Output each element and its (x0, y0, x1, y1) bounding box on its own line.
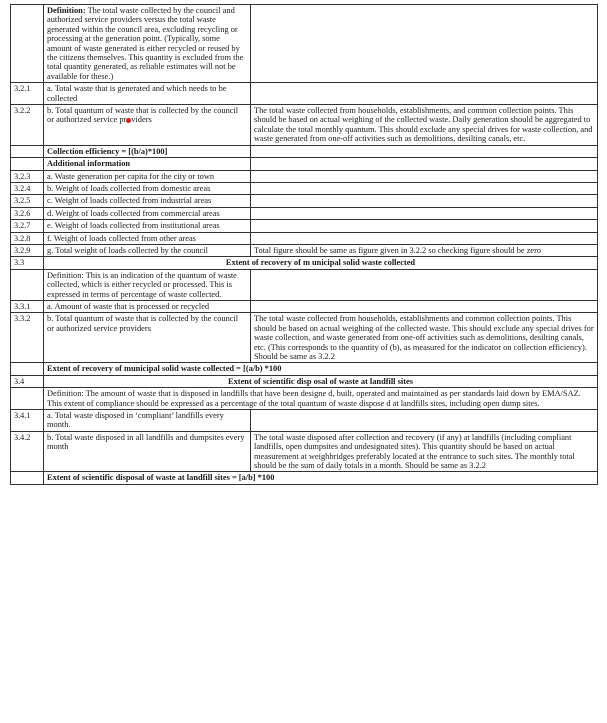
item-cell: b. Total quantum of waste that is collected by the council or authorized service pr viders (44, 105, 251, 146)
row-number: 3.2.6 (11, 207, 44, 219)
formula-row (11, 363, 598, 375)
row-number: 3.2.2 (11, 105, 44, 146)
row-number: 3.4.1 (11, 410, 44, 432)
row-number: 3.2.3 (11, 170, 44, 182)
section-title: Extent of recovery of m unicipal solid waste collected (44, 257, 598, 269)
table-row (11, 431, 598, 472)
disposal-extent-formula: Extent of scientific disposal of waste at landfill sites = [a/b] *100 (44, 472, 598, 484)
item-cell: e. Weight of loads collected from institutional areas (44, 220, 251, 232)
table-row (11, 195, 598, 207)
table-row (11, 170, 598, 182)
note-cell: Total figure should be same as figure given in 3.2.2 so checking figure should be zero (251, 244, 598, 256)
definition-row-disposal (11, 388, 598, 410)
section-heading-row (11, 257, 598, 269)
row-number: 3.2.4 (11, 182, 44, 194)
item-cell: b. Total quantum of waste that is collected by the council or authorized service providers (44, 313, 251, 363)
item-cell: c. Weight of loads collected from industrial areas (44, 195, 251, 207)
definition-cell: Definition: This is an indication of the quantum of waste collected, which is either recycled or processed. This is expressed in terms of percentage of waste collected. (44, 269, 251, 300)
item-cell: g. Total weight of loads collected by the council (44, 244, 251, 256)
item-cell: f. Weight of loads collected from other areas (44, 232, 251, 244)
definition-cell (44, 5, 251, 83)
item-cell: a. Amount of waste that is processed or recycled (44, 300, 251, 312)
table-row (11, 207, 598, 219)
table-row (11, 244, 598, 256)
note-cell: The total waste collected from households, establishments and common collection points. This should be based on actual weighing of the collected waste. This should exclude any special drives for waste collection, and waste generated from one-off activities such as demolitions, desilting canals, etc. (This corresponds to the quantity of (b), as measured for the indicator on collection efficiency). Should be same as 3.2.2 (251, 313, 598, 363)
table-row (11, 300, 598, 312)
row-number: 3.2.5 (11, 195, 44, 207)
collection-efficiency-formula: Collection efficiency = [(b/a)*100] (44, 145, 251, 157)
definition-row-recovery (11, 269, 598, 300)
item-cell: a. Total waste disposed in ‘compliant’ landfills every month. (44, 410, 251, 432)
row-number: 3.3.2 (11, 313, 44, 363)
indicator-table (10, 4, 598, 485)
row-number: 3.2.1 (11, 83, 44, 105)
item-cell: a. Waste generation per capita for the city or town (44, 170, 251, 182)
table-row (11, 83, 598, 105)
formula-row (11, 472, 598, 484)
note-cell: The total waste collected from households, establishments, and common collection points. This should be based on actual weighing of the collected waste. Daily generation should be aggregated to calculate the total monthly quantum. This should exclude any special drives for waste collection, and waste generated from one-off activities such as demolitions, desilting canals, etc. (251, 105, 598, 146)
section-title: Extent of scientific disp osal of waste at landfill sites (44, 375, 598, 387)
row-number: 3.2.9 (11, 244, 44, 256)
section-number: 3.3 (11, 257, 44, 269)
formula-row (11, 145, 598, 157)
item-cell: d. Weight of loads collected from commercial areas (44, 207, 251, 219)
item-cell: a. Total waste that is generated and which needs to be collected (44, 83, 251, 105)
row-number: 3.2.7 (11, 220, 44, 232)
recovery-extent-formula: Extent of recovery of municipal solid waste collected = [(a/b) *100 (44, 363, 598, 375)
row-number: 3.4.2 (11, 431, 44, 472)
section-heading-row (11, 375, 598, 387)
note-cell: The total waste disposed after collection and recovery (if any) at landfills (including compliant landfills, open dumpsites and undesignated sites). This quantity should be based on actual measurement at weighbridges preferably located at the entrance to such sites. The monthly total should be the sum of daily totals in a month. Should be same as 3.2.2 (251, 431, 598, 472)
definition-label: Definition: (47, 6, 86, 15)
table-row (11, 313, 598, 363)
definition-row-collection (11, 5, 598, 83)
row-number: 3.3.1 (11, 300, 44, 312)
table-row (11, 410, 598, 432)
table-row (11, 182, 598, 194)
row-number: 3.2.8 (11, 232, 44, 244)
additional-information-heading: Additional information (44, 158, 251, 170)
item-cell: b. Weight of loads collected from domestic areas (44, 182, 251, 194)
table-row (11, 105, 598, 146)
subheading-row (11, 158, 598, 170)
definition-text: The total waste collected by the council and authorized service providers versus the total waste generated within the council area, excluding recycling or processing at the generation point. (Typically, some amount of waste generated is either recycled or reused by the citizens themselves. This quantity is excluded from the total quantity generated, as reliable estimates will not be available for these.) (47, 6, 244, 81)
item-cell: b. Total waste disposed in all landfills and dumpsites every month (44, 431, 251, 472)
table-row (11, 232, 598, 244)
table-row (11, 220, 598, 232)
definition-cell: Definition: The amount of waste that is disposed in landfills that have been designe d, built, operated and maintained as per standards laid down by EMA/SAZ. This extent of compliance should be expressed as a percentage of the total quantum of waste dispose d at landfills sites, including open dump sites. (44, 388, 598, 410)
section-number: 3.4 (11, 375, 44, 387)
